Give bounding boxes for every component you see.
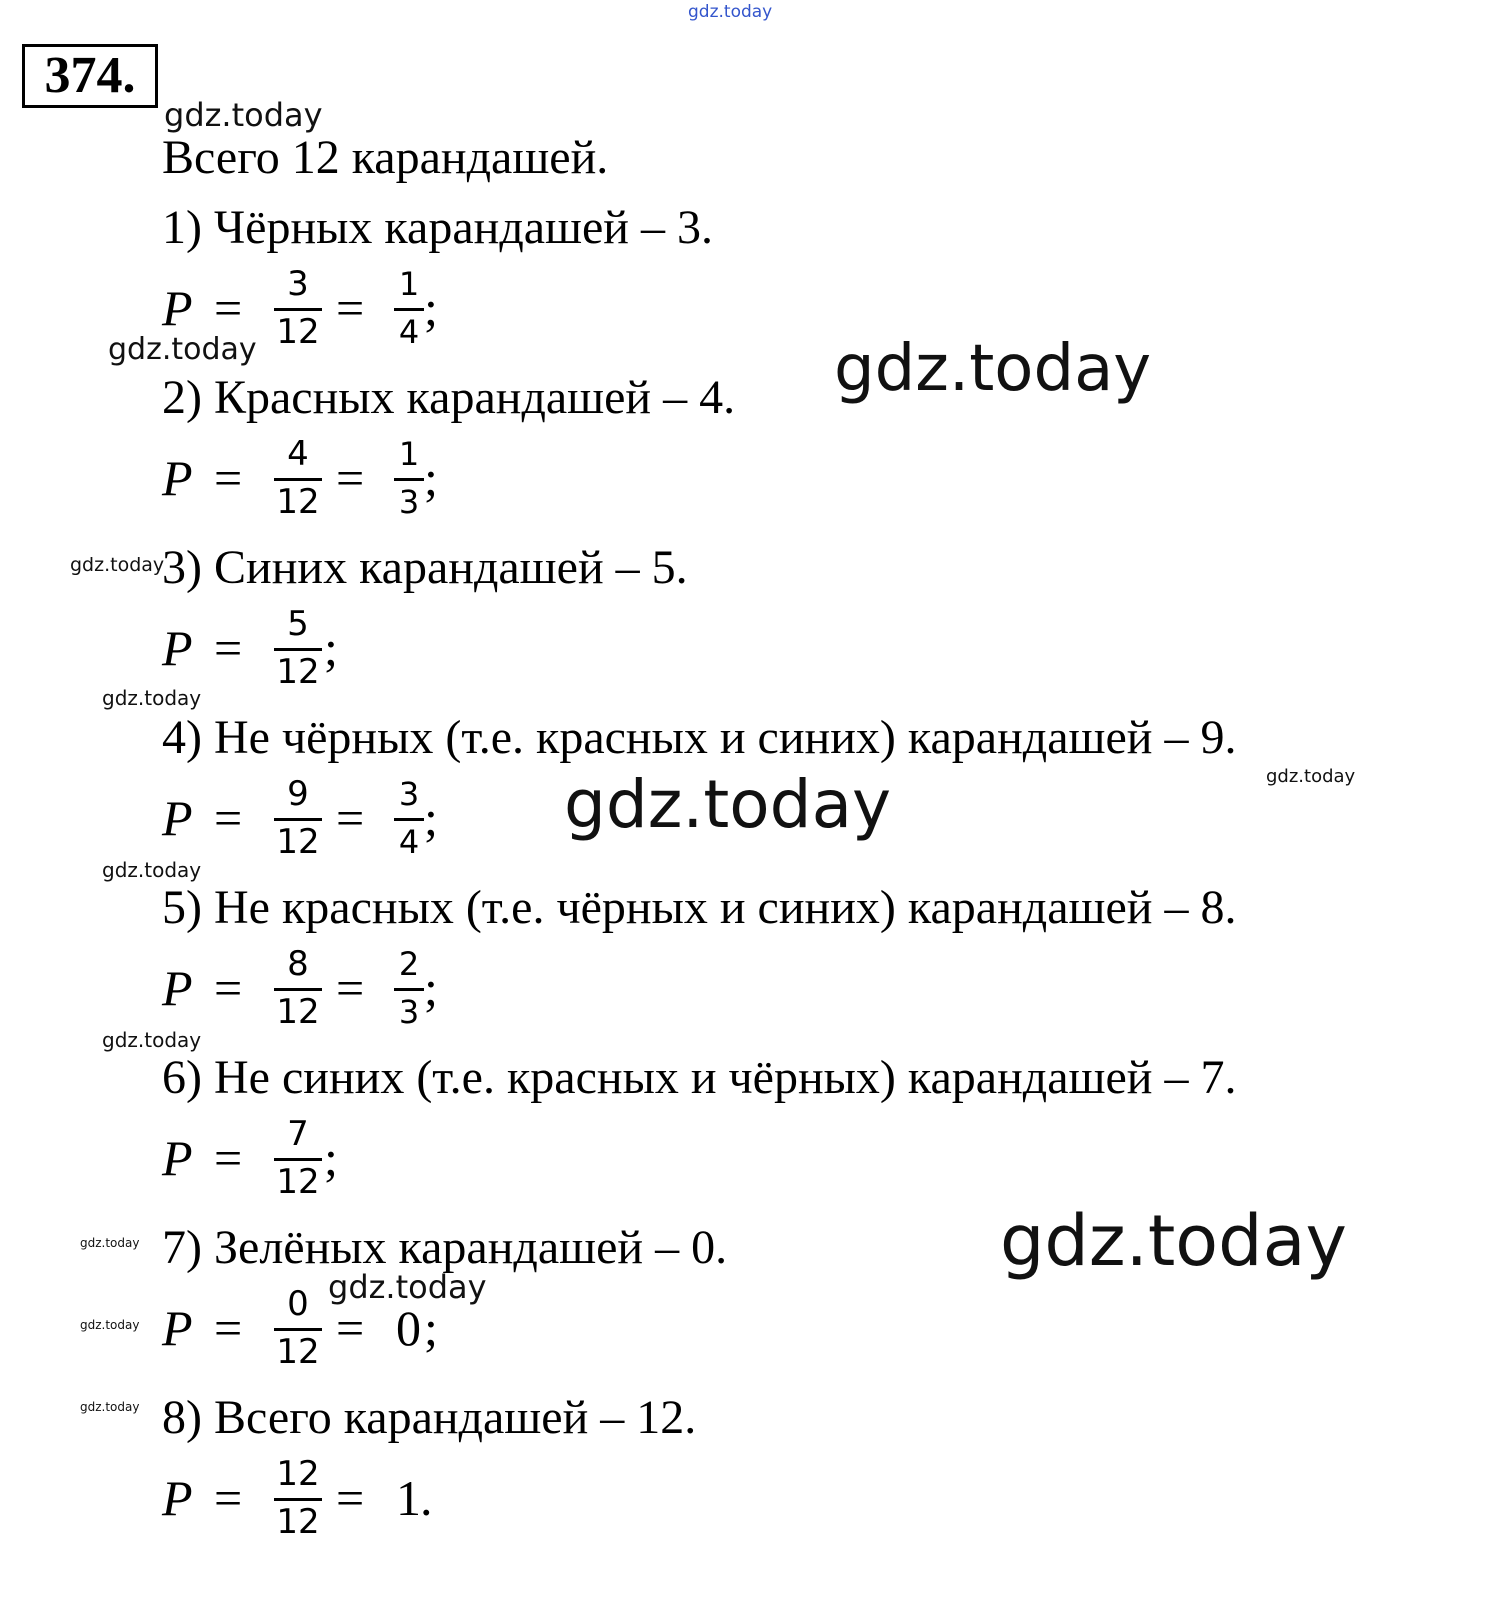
fraction-bar [394,988,424,991]
equals-sign: = [214,1470,243,1526]
numerator: 3 [398,775,420,813]
fraction-bar [274,1158,322,1161]
denominator: 12 [276,822,320,862]
numerator: 1 [398,265,420,303]
fraction [272,944,324,1034]
item-1-text: 1) Чёрных карандашей – 3. [162,201,713,254]
equals-sign: = [214,960,243,1016]
punctuation: ; [324,620,338,676]
item-7-text: 7) Зелёных карандашей – 0. [162,1221,728,1274]
item-6-text: 6) Не синих (т.е. красных и чёрных) карандашей – 7. [162,1051,1237,1104]
fraction [272,1284,324,1374]
punctuation: ; [424,450,438,506]
probability-symbol: P [162,1470,193,1526]
punctuation: ; [424,280,438,336]
numerator: 4 [287,434,309,474]
probability-symbol: P [162,1300,193,1356]
denominator: 4 [398,313,420,351]
denominator: 3 [398,483,420,521]
fraction-bar [274,988,322,991]
watermark: gdz.today [80,1236,140,1250]
denominator: 4 [398,823,420,861]
watermark: gdz.today [1266,766,1356,787]
item-3-text: 3) Синих карандашей – 5. [162,541,688,594]
watermark: gdz.today [102,1028,202,1052]
watermark: gdz.today [1000,1200,1347,1282]
punctuation: ; [424,1300,438,1356]
item-8-text: 8) Всего карандашей – 12. [162,1391,697,1444]
equals-sign: = [214,280,243,336]
result-value: 0 [396,1300,421,1356]
fraction [392,944,426,1034]
probability-symbol: P [162,790,193,846]
numerator: 5 [287,604,309,644]
watermark: gdz.today [164,96,323,134]
watermark: gdz.today [688,2,773,22]
watermark: gdz.today [102,686,202,710]
fraction [272,604,324,694]
watermark: gdz.today [70,554,165,576]
probability-symbol: P [162,1130,193,1186]
fraction [272,1454,324,1544]
denominator: 12 [276,992,320,1032]
numerator: 9 [287,774,309,814]
equals-sign: = [214,1130,243,1186]
probability-symbol: P [162,620,193,676]
denominator: 3 [398,993,420,1031]
denominator: 12 [276,1332,320,1372]
watermark: gdz.today [108,332,257,367]
fraction [272,1114,324,1204]
fraction-bar [274,1328,322,1331]
fraction [392,774,426,864]
watermark: gdz.today [80,1400,140,1414]
equals-sign: = [336,960,365,1016]
numerator: 12 [276,1454,320,1494]
equals-sign: = [336,280,365,336]
numerator: 1 [398,435,420,473]
probability-symbol: P [162,450,193,506]
probability-symbol: P [162,960,193,1016]
fraction-bar [394,478,424,481]
numerator: 8 [287,944,309,984]
equals-sign: = [336,1470,365,1526]
fraction [272,774,324,864]
probability-symbol: P [162,280,193,336]
fraction [392,434,426,524]
punctuation: ; [324,1130,338,1186]
fraction-bar [274,478,322,481]
denominator: 12 [276,312,320,352]
numerator: 2 [398,945,420,983]
equals-sign: = [214,1300,243,1356]
punctuation: . [420,1470,433,1526]
watermark: gdz.today [328,1268,487,1306]
fraction-bar [394,308,424,311]
watermark: gdz.today [834,332,1152,406]
fraction-bar [274,648,322,651]
denominator: 12 [276,1502,320,1542]
watermark: gdz.today [80,1318,140,1332]
watermark: gdz.today [564,766,892,843]
punctuation: ; [424,960,438,1016]
equals-sign: = [214,790,243,846]
fraction [392,264,426,354]
equals-sign: = [214,450,243,506]
equals-sign: = [336,450,365,506]
numerator: 7 [287,1114,309,1154]
item-5-text: 5) Не красных (т.е. чёрных и синих) карандашей – 8. [162,881,1237,934]
denominator: 12 [276,652,320,692]
result-value: 1 [396,1470,421,1526]
equals-sign: = [336,1300,365,1356]
denominator: 12 [276,1162,320,1202]
fraction [272,264,324,354]
item-4-text: 4) Не чёрных (т.е. красных и синих) карандашей – 9. [162,711,1237,764]
denominator: 12 [276,482,320,522]
fraction-bar [274,1498,322,1501]
equals-sign: = [336,790,365,846]
fraction-bar [274,818,322,821]
item-2-text: 2) Красных карандашей – 4. [162,371,736,424]
fraction-bar [274,308,322,311]
intro-text: Всего 12 карандашей. [162,131,609,184]
fraction [272,434,324,524]
numerator: 0 [287,1284,309,1324]
watermark: gdz.today [102,858,202,882]
punctuation: ; [424,790,438,846]
numerator: 3 [287,264,309,304]
equals-sign: = [214,620,243,676]
problem-number: 374. [22,44,158,108]
fraction-bar [394,818,424,821]
